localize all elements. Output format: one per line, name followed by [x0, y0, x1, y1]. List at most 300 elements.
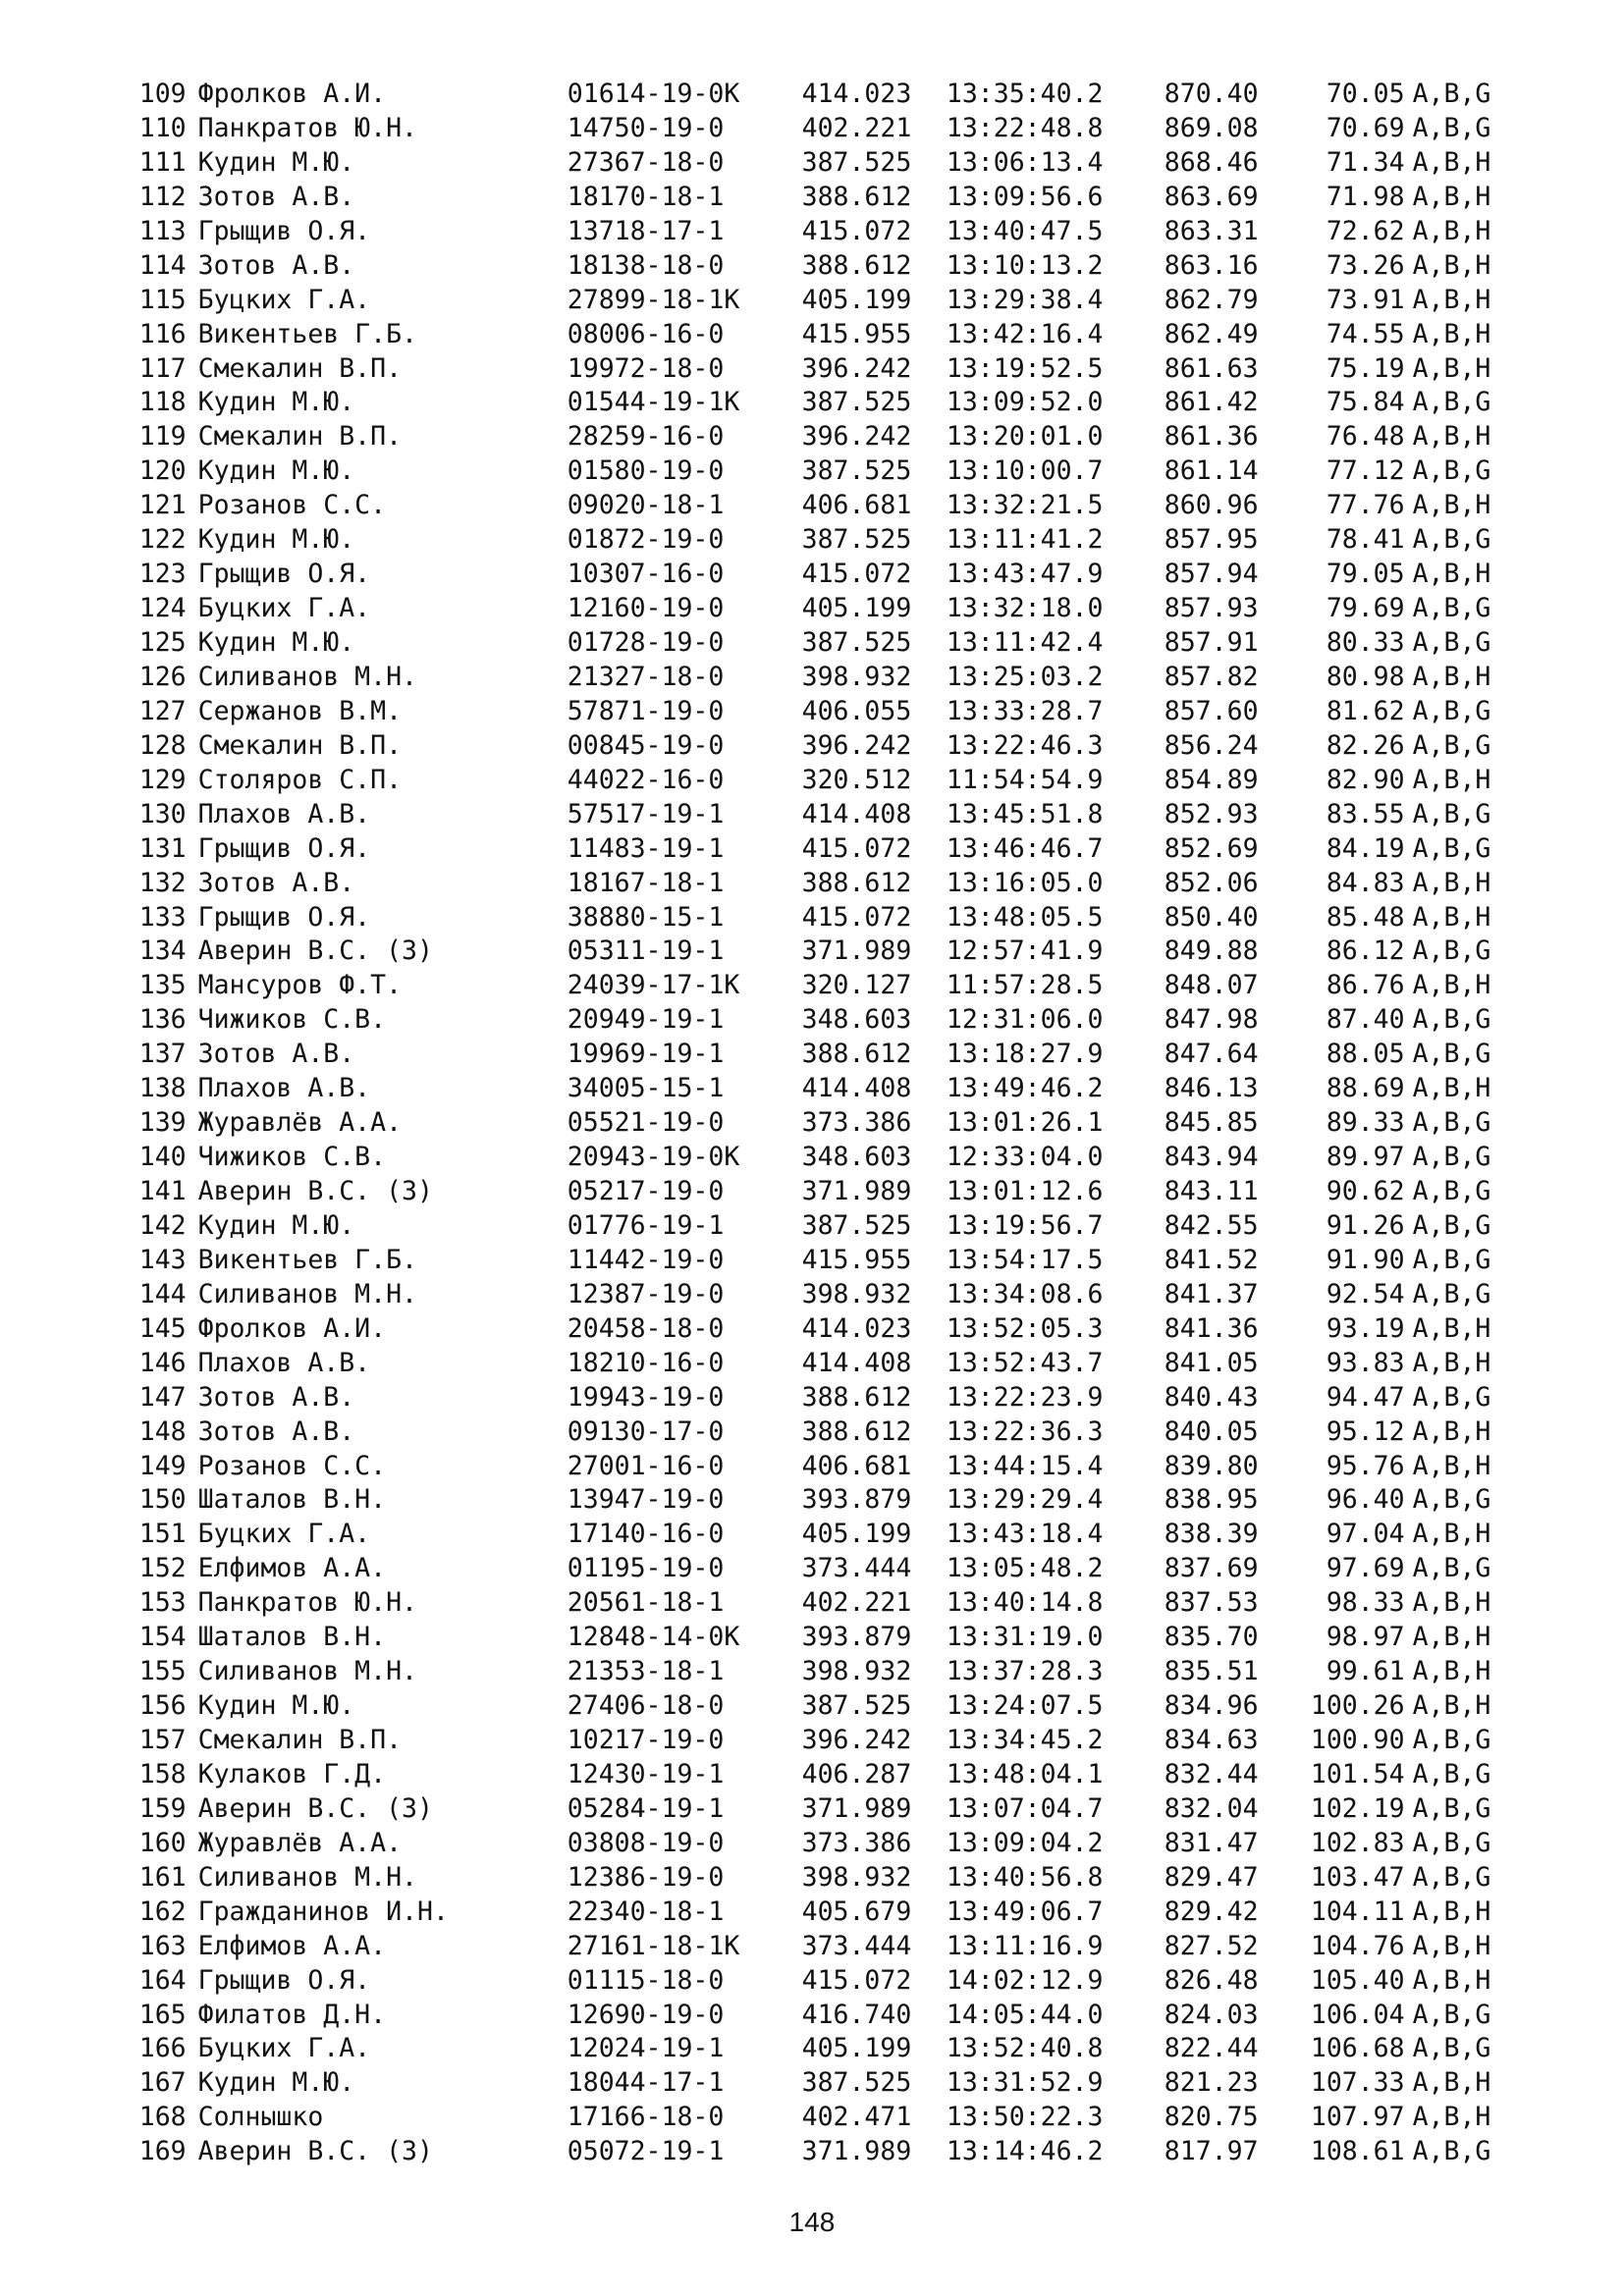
ring-number-cell: 01872-19-0: [567, 524, 725, 556]
speed-cell: 870.40: [1164, 79, 1259, 109]
owner-cell: Чижиков С.В.: [197, 1004, 387, 1036]
ring-number-cell: 12848-14-0К: [567, 1622, 740, 1653]
distance-cell: 398.932: [801, 1861, 912, 1893]
distance-cell: 320.127: [801, 970, 912, 1001]
rank-cell: 117: [138, 352, 187, 384]
speed-cell: 835.51: [1164, 1656, 1259, 1687]
rank-cell: 156: [138, 1690, 187, 1722]
percent-cell: 105.40: [1310, 1964, 1405, 1996]
speed-cell: 861.42: [1164, 387, 1259, 418]
distance-cell: 414.408: [801, 1073, 912, 1104]
rank-cell: 121: [138, 490, 187, 521]
category-cell: A,B,G: [1412, 1209, 1491, 1241]
category-cell: A,B,G: [1412, 1244, 1491, 1275]
table-row: [116, 1348, 1530, 1382]
ring-number-cell: 57517-19-1: [567, 798, 725, 829]
owner-cell: Фролков А.И.: [197, 79, 387, 109]
rank-cell: 144: [138, 1278, 187, 1309]
category-cell: A,B,H: [1412, 867, 1491, 898]
rank-cell: 120: [138, 455, 187, 487]
category-cell: A,B,H: [1412, 1964, 1491, 1996]
category-cell: A,B,H: [1412, 1347, 1491, 1378]
rank-cell: 162: [138, 1896, 187, 1927]
arrival-time-cell: 13:43:18.4: [946, 1519, 1104, 1550]
distance-cell: 371.989: [801, 935, 912, 967]
percent-cell: 92.54: [1326, 1278, 1405, 1309]
arrival-time-cell: 13:19:52.5: [946, 352, 1104, 384]
table-row: [116, 1416, 1530, 1451]
category-cell: A,B,G: [1412, 387, 1491, 418]
arrival-time-cell: 13:06:13.4: [946, 146, 1104, 178]
speed-cell: 842.55: [1164, 1209, 1259, 1241]
table-row: [116, 1107, 1530, 1142]
rank-cell: 168: [138, 2102, 187, 2133]
ring-number-cell: 05311-19-1: [567, 935, 725, 967]
table-row: [116, 833, 1530, 868]
category-cell: A,B,G: [1412, 79, 1491, 109]
speed-cell: 857.95: [1164, 524, 1259, 556]
speed-cell: 841.05: [1164, 1347, 1259, 1378]
owner-cell: Гражданинов И.Н.: [197, 1896, 449, 1927]
speed-cell: 862.49: [1164, 318, 1259, 349]
distance-cell: 396.242: [801, 421, 912, 453]
distance-cell: 387.525: [801, 146, 912, 178]
speed-cell: 821.23: [1164, 2067, 1259, 2099]
speed-cell: 847.64: [1164, 1039, 1259, 1070]
owner-cell: Фролков А.И.: [197, 1312, 387, 1344]
distance-cell: 398.932: [801, 1278, 912, 1309]
arrival-time-cell: 13:22:48.8: [946, 112, 1104, 143]
category-cell: A,B,G: [1412, 2033, 1491, 2064]
speed-cell: 860.96: [1164, 490, 1259, 521]
distance-cell: 393.879: [801, 1484, 912, 1516]
table-row: [116, 1382, 1530, 1416]
owner-cell: Шаталов В.Н.: [197, 1622, 387, 1653]
speed-cell: 817.97: [1164, 2136, 1259, 2167]
category-cell: A,B,H: [1412, 421, 1491, 453]
speed-cell: 854.89: [1164, 764, 1259, 795]
category-cell: A,B,G: [1412, 695, 1491, 726]
owner-cell: Мансуров Ф.Т.: [197, 970, 403, 1001]
percent-cell: 100.26: [1310, 1690, 1405, 1722]
owner-cell: Смекалин В.П.: [197, 1725, 403, 1755]
table-row: [116, 730, 1530, 765]
distance-cell: 388.612: [801, 867, 912, 898]
rank-cell: 125: [138, 627, 187, 658]
speed-cell: 845.85: [1164, 1107, 1259, 1139]
table-row: [116, 1245, 1530, 1279]
rank-cell: 149: [138, 1450, 187, 1481]
category-cell: A,B,G: [1412, 1039, 1491, 1070]
speed-cell: 843.94: [1164, 1142, 1259, 1173]
table-row: [116, 182, 1530, 216]
speed-cell: 861.36: [1164, 421, 1259, 453]
owner-cell: Зотов А.В.: [197, 1415, 355, 1447]
ring-number-cell: 12160-19-0: [567, 593, 725, 624]
owner-cell: Аверин В.С. (З): [197, 1792, 433, 1824]
category-cell: A,B,H: [1412, 352, 1491, 384]
rank-cell: 110: [138, 112, 187, 143]
ring-number-cell: 17166-18-0: [567, 2102, 725, 2133]
category-cell: A,B,G: [1412, 729, 1491, 761]
rank-cell: 148: [138, 1415, 187, 1447]
category-cell: A,B,H: [1412, 146, 1491, 178]
speed-cell: 841.36: [1164, 1312, 1259, 1344]
ring-number-cell: 21353-18-1: [567, 1656, 725, 1687]
percent-cell: 77.76: [1326, 490, 1405, 521]
arrival-time-cell: 13:34:08.6: [946, 1278, 1104, 1309]
owner-cell: Панкратов Ю.Н.: [197, 1587, 418, 1619]
owner-cell: Силиванов М.Н.: [197, 1861, 418, 1893]
distance-cell: 414.023: [801, 1312, 912, 1344]
category-cell: A,B,H: [1412, 764, 1491, 795]
rank-cell: 143: [138, 1244, 187, 1275]
distance-cell: 415.072: [801, 1964, 912, 1996]
arrival-time-cell: 11:54:54.9: [946, 764, 1104, 795]
percent-cell: 106.04: [1310, 1999, 1405, 2030]
rank-cell: 109: [138, 79, 187, 109]
distance-cell: 373.386: [801, 1107, 912, 1139]
distance-cell: 371.989: [801, 2136, 912, 2167]
category-cell: A,B,H: [1412, 1415, 1491, 1447]
ring-number-cell: 20949-19-1: [567, 1004, 725, 1036]
speed-cell: 849.88: [1164, 935, 1259, 967]
speed-cell: 827.52: [1164, 1930, 1259, 1961]
rank-cell: 157: [138, 1725, 187, 1755]
table-row: [116, 1690, 1530, 1725]
percent-cell: 73.26: [1326, 249, 1405, 281]
speed-cell: 861.14: [1164, 455, 1259, 487]
distance-cell: 406.055: [801, 695, 912, 726]
rank-cell: 146: [138, 1347, 187, 1378]
speed-cell: 829.42: [1164, 1896, 1259, 1927]
arrival-time-cell: 13:11:16.9: [946, 1930, 1104, 1961]
rank-cell: 153: [138, 1587, 187, 1619]
percent-cell: 102.19: [1310, 1792, 1405, 1824]
rank-cell: 116: [138, 318, 187, 349]
percent-cell: 75.84: [1326, 387, 1405, 418]
owner-cell: Кулаков Г.Д.: [197, 1758, 387, 1789]
table-row: [116, 1622, 1530, 1656]
speed-cell: 837.69: [1164, 1553, 1259, 1584]
ring-number-cell: 05217-19-0: [567, 1176, 725, 1206]
category-cell: A,B,G: [1412, 1999, 1491, 2030]
arrival-time-cell: 13:01:12.6: [946, 1176, 1104, 1206]
percent-cell: 106.68: [1310, 2033, 1405, 2064]
table-row: [116, 250, 1530, 285]
rank-cell: 140: [138, 1142, 187, 1173]
rank-cell: 166: [138, 2033, 187, 2064]
percent-cell: 71.34: [1326, 146, 1405, 178]
distance-cell: 371.989: [801, 1176, 912, 1206]
category-cell: A,B,G: [1412, 1758, 1491, 1789]
speed-cell: 863.31: [1164, 215, 1259, 246]
arrival-time-cell: 13:52:40.8: [946, 2033, 1104, 2064]
table-row: [116, 79, 1530, 113]
owner-cell: Плахов А.В.: [197, 1347, 371, 1378]
category-cell: A,B,G: [1412, 112, 1491, 143]
percent-cell: 97.04: [1326, 1519, 1405, 1550]
percent-cell: 93.19: [1326, 1312, 1405, 1344]
table-row: [116, 2067, 1530, 2102]
owner-cell: Елфимов А.А.: [197, 1930, 387, 1961]
arrival-time-cell: 13:22:23.9: [946, 1381, 1104, 1413]
rank-cell: 169: [138, 2136, 187, 2167]
owner-cell: Чижиков С.В.: [197, 1142, 387, 1173]
ring-number-cell: 18167-18-1: [567, 867, 725, 898]
table-row: [116, 147, 1530, 182]
percent-cell: 84.19: [1326, 832, 1405, 864]
owner-cell: Зотов А.В.: [197, 249, 355, 281]
category-cell: A,B,G: [1412, 1004, 1491, 1036]
owner-cell: Грыщив О.Я.: [197, 1964, 371, 1996]
ring-number-cell: 57871-19-0: [567, 695, 725, 726]
speed-cell: 863.69: [1164, 181, 1259, 212]
table-row: [116, 216, 1530, 250]
rank-cell: 128: [138, 729, 187, 761]
arrival-time-cell: 13:19:56.7: [946, 1209, 1104, 1241]
category-cell: A,B,G: [1412, 1381, 1491, 1413]
speed-cell: 857.93: [1164, 593, 1259, 624]
speed-cell: 834.96: [1164, 1690, 1259, 1722]
arrival-time-cell: 13:40:56.8: [946, 1861, 1104, 1893]
percent-cell: 78.41: [1326, 524, 1405, 556]
percent-cell: 84.83: [1326, 867, 1405, 898]
owner-cell: Аверин В.С. (З): [197, 1176, 433, 1206]
percent-cell: 79.69: [1326, 593, 1405, 624]
percent-cell: 97.69: [1326, 1553, 1405, 1584]
distance-cell: 414.023: [801, 79, 912, 109]
category-cell: A,B,G: [1412, 1142, 1491, 1173]
distance-cell: 387.525: [801, 1690, 912, 1722]
speed-cell: 856.24: [1164, 729, 1259, 761]
distance-cell: 371.989: [801, 1792, 912, 1824]
rank-cell: 114: [138, 249, 187, 281]
distance-cell: 398.932: [801, 1656, 912, 1687]
distance-cell: 387.525: [801, 387, 912, 418]
table-row: [116, 1073, 1530, 1107]
arrival-time-cell: 13:40:14.8: [946, 1587, 1104, 1619]
distance-cell: 415.955: [801, 1244, 912, 1275]
arrival-time-cell: 14:02:12.9: [946, 1964, 1104, 1996]
percent-cell: 72.62: [1326, 215, 1405, 246]
owner-cell: Плахов А.В.: [197, 798, 371, 829]
category-cell: A,B,H: [1412, 1312, 1491, 1344]
table-row: [116, 1484, 1530, 1519]
category-cell: A,B,G: [1412, 935, 1491, 967]
rank-cell: 150: [138, 1484, 187, 1516]
percent-cell: 91.26: [1326, 1209, 1405, 1241]
arrival-time-cell: 13:22:36.3: [946, 1415, 1104, 1447]
arrival-time-cell: 13:11:41.2: [946, 524, 1104, 556]
rank-cell: 112: [138, 181, 187, 212]
percent-cell: 99.61: [1326, 1656, 1405, 1687]
table-row: [116, 1828, 1530, 1862]
speed-cell: 861.63: [1164, 352, 1259, 384]
owner-cell: Силиванов М.Н.: [197, 661, 418, 692]
category-cell: A,B,H: [1412, 970, 1491, 1001]
owner-cell: Кудин М.Ю.: [197, 1209, 355, 1241]
table-row: [116, 1965, 1530, 2000]
ring-number-cell: 14750-19-0: [567, 112, 725, 143]
arrival-time-cell: 13:09:04.2: [946, 1827, 1104, 1858]
arrival-time-cell: 13:09:56.6: [946, 181, 1104, 212]
category-cell: A,B,H: [1412, 249, 1491, 281]
ring-number-cell: 05284-19-1: [567, 1792, 725, 1824]
owner-cell: Панкратов Ю.Н.: [197, 112, 418, 143]
category-cell: A,B,G: [1412, 1278, 1491, 1309]
speed-cell: 829.47: [1164, 1861, 1259, 1893]
category-cell: A,B,H: [1412, 215, 1491, 246]
table-row: [116, 1896, 1530, 1931]
speed-cell: 857.82: [1164, 661, 1259, 692]
percent-cell: 104.76: [1310, 1930, 1405, 1961]
percent-cell: 77.12: [1326, 455, 1405, 487]
rank-cell: 164: [138, 1964, 187, 1996]
owner-cell: Кудин М.Ю.: [197, 387, 355, 418]
owner-cell: Розанов С.С.: [197, 490, 387, 521]
table-row: [116, 696, 1530, 730]
arrival-time-cell: 13:48:04.1: [946, 1758, 1104, 1789]
percent-cell: 74.55: [1326, 318, 1405, 349]
arrival-time-cell: 13:20:01.0: [946, 421, 1104, 453]
ring-number-cell: 11483-19-1: [567, 832, 725, 864]
arrival-time-cell: 13:40:47.5: [946, 215, 1104, 246]
distance-cell: 402.471: [801, 2102, 912, 2133]
ring-number-cell: 27001-16-0: [567, 1450, 725, 1481]
table-row: [116, 353, 1530, 388]
arrival-time-cell: 13:49:46.2: [946, 1073, 1104, 1104]
arrival-time-cell: 13:46:46.7: [946, 832, 1104, 864]
table-row: [116, 2102, 1530, 2136]
category-cell: A,B,H: [1412, 1896, 1491, 1927]
percent-cell: 85.48: [1326, 901, 1405, 933]
category-cell: A,B,G: [1412, 798, 1491, 829]
rank-cell: 131: [138, 832, 187, 864]
ring-number-cell: 27367-18-0: [567, 146, 725, 178]
table-row: [116, 387, 1530, 421]
distance-cell: 388.612: [801, 181, 912, 212]
speed-cell: 840.43: [1164, 1381, 1259, 1413]
table-row: [116, 319, 1530, 353]
table-row: [116, 627, 1530, 662]
speed-cell: 824.03: [1164, 1999, 1259, 2030]
arrival-time-cell: 13:29:29.4: [946, 1484, 1104, 1516]
owner-cell: Шаталов В.Н.: [197, 1484, 387, 1516]
percent-cell: 103.47: [1310, 1861, 1405, 1893]
distance-cell: 415.072: [801, 559, 912, 590]
owner-cell: Кудин М.Ю.: [197, 146, 355, 178]
rank-cell: 111: [138, 146, 187, 178]
arrival-time-cell: 13:14:46.2: [946, 2136, 1104, 2167]
table-row: [116, 1142, 1530, 1176]
percent-cell: 70.69: [1326, 112, 1405, 143]
distance-cell: 416.740: [801, 1999, 912, 2030]
ring-number-cell: 17140-16-0: [567, 1519, 725, 1550]
ring-number-cell: 12387-19-0: [567, 1278, 725, 1309]
rank-cell: 115: [138, 284, 187, 315]
table-row: [116, 490, 1530, 524]
percent-cell: 79.05: [1326, 559, 1405, 590]
speed-cell: 868.46: [1164, 146, 1259, 178]
distance-cell: 405.199: [801, 284, 912, 315]
rank-cell: 126: [138, 661, 187, 692]
table-row: [116, 1210, 1530, 1245]
speed-cell: 857.60: [1164, 695, 1259, 726]
ring-number-cell: 22340-18-1: [567, 1896, 725, 1927]
percent-cell: 94.47: [1326, 1381, 1405, 1413]
ring-number-cell: 05521-19-0: [567, 1107, 725, 1139]
percent-cell: 88.69: [1326, 1073, 1405, 1104]
distance-cell: 348.603: [801, 1004, 912, 1036]
table-row: [116, 1519, 1530, 1553]
category-cell: A,B,G: [1412, 1484, 1491, 1516]
ring-number-cell: 20458-18-0: [567, 1312, 725, 1344]
arrival-time-cell: 13:24:07.5: [946, 1690, 1104, 1722]
ring-number-cell: 24039-17-1К: [567, 970, 740, 1001]
percent-cell: 91.90: [1326, 1244, 1405, 1275]
owner-cell: Силиванов М.Н.: [197, 1656, 418, 1687]
percent-cell: 107.33: [1310, 2067, 1405, 2099]
rank-cell: 132: [138, 867, 187, 898]
rank-cell: 154: [138, 1622, 187, 1653]
percent-cell: 70.05: [1326, 79, 1405, 109]
speed-cell: 857.94: [1164, 559, 1259, 590]
distance-cell: 388.612: [801, 1415, 912, 1447]
category-cell: A,B,G: [1412, 1176, 1491, 1206]
owner-cell: Кудин М.Ю.: [197, 524, 355, 556]
ring-number-cell: 10217-19-0: [567, 1725, 725, 1755]
percent-cell: 107.97: [1310, 2102, 1405, 2133]
rank-cell: 165: [138, 1999, 187, 2030]
arrival-time-cell: 13:11:42.4: [946, 627, 1104, 658]
arrival-time-cell: 13:31:19.0: [946, 1622, 1104, 1653]
distance-cell: 388.612: [801, 1381, 912, 1413]
distance-cell: 405.199: [801, 2033, 912, 2064]
ring-number-cell: 18138-18-0: [567, 249, 725, 281]
ring-number-cell: 20943-19-0К: [567, 1142, 740, 1173]
owner-cell: Солнышко: [197, 2102, 324, 2133]
owner-cell: Елфимов А.А.: [197, 1553, 387, 1584]
table-row: [116, 1039, 1530, 1073]
owner-cell: Грыщив О.Я.: [197, 901, 371, 933]
category-cell: A,B,G: [1412, 832, 1491, 864]
ring-number-cell: 01728-19-0: [567, 627, 725, 658]
arrival-time-cell: 13:50:22.3: [946, 2102, 1104, 2133]
distance-cell: 406.681: [801, 490, 912, 521]
table-row: [116, 902, 1530, 936]
arrival-time-cell: 13:05:48.2: [946, 1553, 1104, 1584]
ring-number-cell: 01195-19-0: [567, 1553, 725, 1584]
owner-cell: Грыщив О.Я.: [197, 559, 371, 590]
speed-cell: 857.91: [1164, 627, 1259, 658]
arrival-time-cell: 11:57:28.5: [946, 970, 1104, 1001]
arrival-time-cell: 12:33:04.0: [946, 1142, 1104, 1173]
percent-cell: 93.83: [1326, 1347, 1405, 1378]
distance-cell: 387.525: [801, 455, 912, 487]
percent-cell: 76.48: [1326, 421, 1405, 453]
category-cell: A,B,G: [1412, 593, 1491, 624]
category-cell: A,B,H: [1412, 901, 1491, 933]
arrival-time-cell: 13:49:06.7: [946, 1896, 1104, 1927]
rank-cell: 133: [138, 901, 187, 933]
distance-cell: 387.525: [801, 524, 912, 556]
ring-number-cell: 18170-18-1: [567, 181, 725, 212]
owner-cell: Зотов А.В.: [197, 181, 355, 212]
distance-cell: 388.612: [801, 249, 912, 281]
owner-cell: Зотов А.В.: [197, 1381, 355, 1413]
owner-cell: Аверин В.С. (З): [197, 935, 433, 967]
